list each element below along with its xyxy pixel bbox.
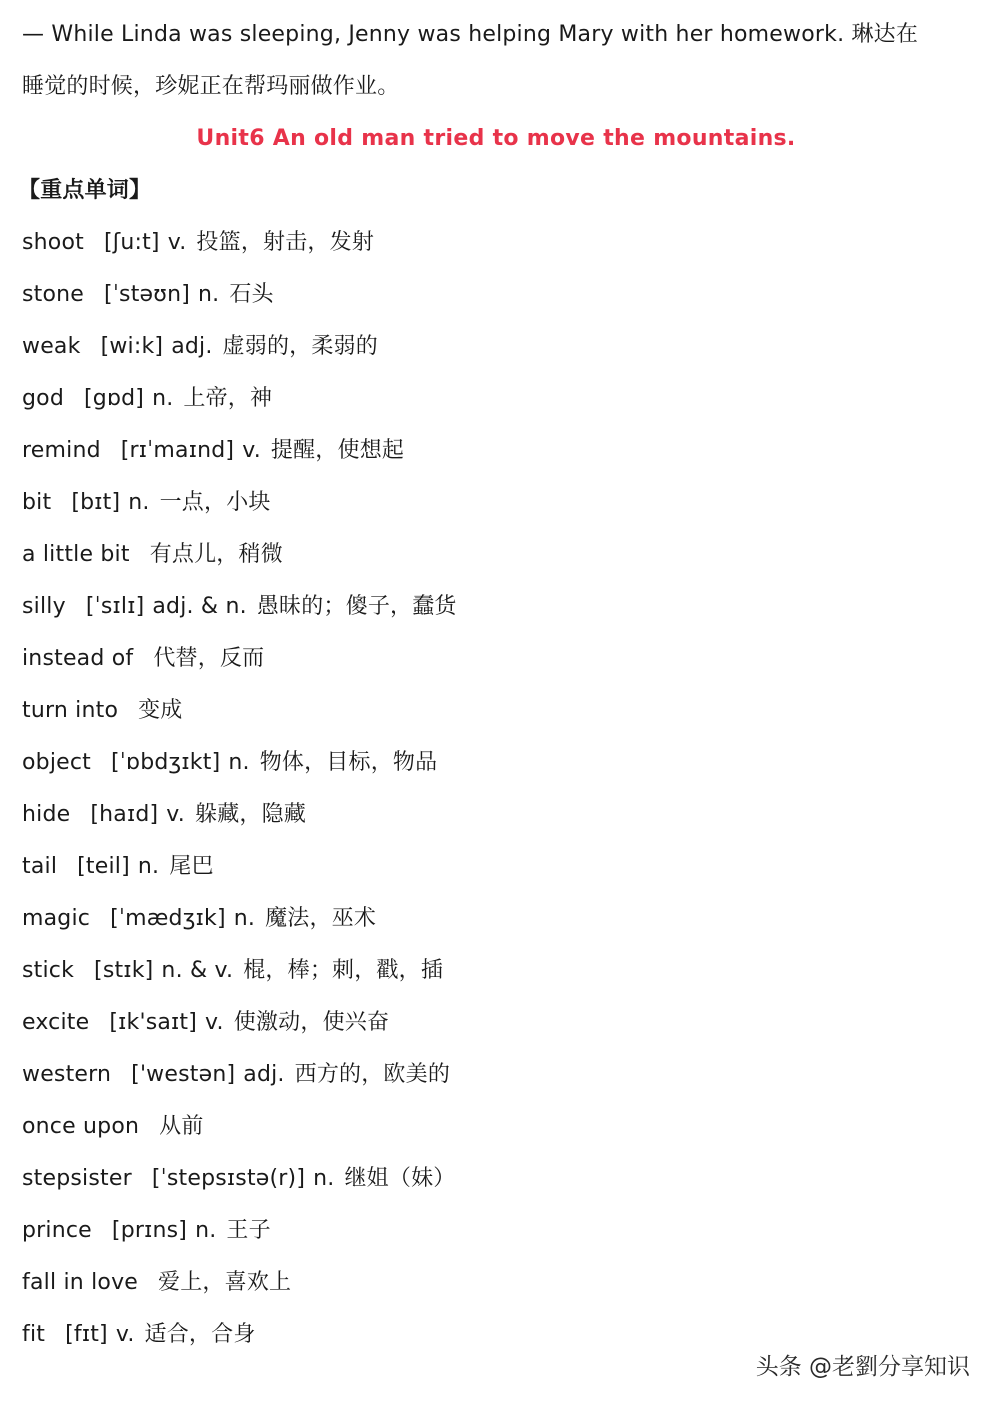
intro-sentence-line-2: 睡觉的时候，珍妮正在帮玛丽做作业。 — [22, 74, 400, 99]
vocab-term: magic — [22, 906, 91, 931]
vocab-term: prince — [22, 1218, 92, 1243]
vocab-item — [22, 1320, 457, 1372]
vocab-meaning: 躲藏，隐藏 — [195, 802, 307, 827]
vocab-phonetic: [prɪns] — [111, 1218, 188, 1243]
vocab-term: tail — [22, 854, 58, 879]
vocab-meaning: 一点，小块 — [159, 490, 271, 515]
vocab-term: hide — [22, 802, 71, 827]
vocab-phonetic: [ˈstepsɪstə(r)] — [151, 1166, 306, 1191]
vocab-part-of-speech: adj. & n. — [152, 594, 247, 619]
vocab-item — [22, 592, 457, 644]
vocab-meaning: 棍，棒；刺，戳，插 — [243, 958, 444, 983]
vocab-meaning: 魔法，巫术 — [265, 906, 377, 931]
vocab-term: silly — [22, 594, 66, 619]
vocab-phonetic: [fɪt] — [65, 1322, 108, 1347]
vocab-meaning: 适合，合身 — [144, 1322, 256, 1347]
vocab-phonetic: [haɪd] — [90, 802, 159, 827]
vocab-term: stepsister — [22, 1166, 132, 1191]
vocab-meaning: 从前 — [159, 1114, 204, 1139]
vocab-term: once upon — [22, 1114, 140, 1139]
vocab-item — [22, 904, 457, 956]
vocab-part-of-speech: n. — [233, 906, 256, 931]
vocab-term: stone — [22, 282, 85, 307]
vocab-meaning: 代替，反而 — [153, 646, 265, 671]
vocab-phonetic: [ˈsɪlɪ] — [85, 594, 145, 619]
vocab-phonetic: ['westən] — [131, 1062, 236, 1087]
vocab-meaning: 有点儿，稍微 — [149, 542, 283, 567]
vocab-item — [22, 800, 457, 852]
vocab-item — [22, 1216, 457, 1268]
vocab-item — [22, 1008, 457, 1060]
vocab-part-of-speech: n. — [313, 1166, 335, 1191]
vocab-meaning: 物体，目标，物品 — [259, 750, 438, 775]
vocab-part-of-speech: n. — [228, 750, 250, 775]
vocab-item — [22, 1060, 457, 1112]
vocab-phonetic: [ˈstəʊn] — [104, 282, 191, 307]
unit-title: Unit6 An old man tried to move the mountains. — [196, 126, 796, 151]
vocab-term: remind — [22, 438, 101, 463]
vocab-meaning: 投篮，射击，发射 — [196, 230, 375, 255]
vocab-meaning: 使激动，使兴奋 — [233, 1010, 390, 1035]
vocab-meaning: 虚弱的，柔弱的 — [222, 334, 378, 359]
vocab-meaning: 石头 — [229, 282, 274, 307]
vocab-term: stick — [22, 958, 75, 983]
vocab-item — [22, 956, 457, 1008]
vocab-item — [22, 332, 457, 384]
vocab-phonetic: [rɪˈmaɪnd] — [120, 438, 235, 463]
vocab-term: western — [22, 1062, 112, 1087]
vocab-item — [22, 228, 457, 280]
vocab-phonetic: [ʃu:t] — [103, 230, 160, 255]
vocab-item — [22, 852, 457, 904]
vocab-phonetic: [ˈmædʒɪk] — [110, 906, 226, 931]
vocab-part-of-speech: n. — [128, 490, 150, 515]
vocab-term: turn into — [22, 698, 119, 723]
vocab-meaning: 爱上，喜欢上 — [158, 1270, 292, 1295]
vocab-meaning: 愚昧的；傻子，蠢货 — [256, 594, 457, 619]
vocab-term: a little bit — [22, 542, 130, 567]
vocab-term: shoot — [22, 230, 84, 255]
vocab-meaning: 尾巴 — [169, 854, 214, 879]
watermark: 头条 @老劉分享知识 — [755, 1354, 970, 1380]
intro-sentence-line-1: — While Linda was sleeping, Jenny was helping Mary with her homework. 琳达在 — [22, 22, 919, 47]
vocab-part-of-speech: adj. — [171, 334, 213, 359]
vocab-part-of-speech: v. — [115, 1322, 135, 1347]
vocab-meaning: 上帝，神 — [183, 386, 273, 411]
vocab-part-of-speech: v. — [167, 230, 187, 255]
vocab-term: object — [22, 750, 91, 775]
vocab-meaning: 西方的，欧美的 — [294, 1062, 451, 1087]
vocab-item — [22, 644, 457, 696]
vocab-meaning: 王子 — [226, 1218, 271, 1243]
vocab-item — [22, 1112, 457, 1164]
vocab-part-of-speech: n. — [195, 1218, 217, 1243]
vocab-term: bit — [22, 490, 52, 515]
vocab-phonetic: [bɪt] — [71, 490, 121, 515]
vocab-item — [22, 280, 457, 332]
vocab-term: god — [22, 386, 64, 411]
vocab-meaning: 变成 — [138, 698, 183, 723]
vocab-item — [22, 540, 457, 592]
vocab-item — [22, 384, 457, 436]
vocab-part-of-speech: v. — [242, 438, 261, 463]
vocab-term: instead of — [22, 646, 134, 671]
vocab-item — [22, 436, 457, 488]
vocab-item — [22, 488, 457, 540]
vocab-term: excite — [22, 1010, 90, 1035]
vocab-part-of-speech: v. — [205, 1010, 224, 1035]
vocab-part-of-speech: v. — [166, 802, 186, 827]
vocab-item — [22, 696, 457, 748]
vocab-item — [22, 1164, 457, 1216]
vocab-part-of-speech: adj. — [243, 1062, 285, 1087]
vocab-phonetic: [stɪk] — [94, 958, 154, 983]
vocab-part-of-speech: n. — [198, 282, 220, 307]
vocab-term: fall in love — [22, 1270, 139, 1295]
vocab-phonetic: [teil] — [77, 854, 130, 879]
vocab-item — [22, 1268, 457, 1320]
vocab-phonetic: [gɒd] — [84, 386, 145, 411]
vocabulary-list — [22, 228, 457, 1372]
vocab-meaning: 继姐（妹） — [344, 1166, 456, 1191]
vocab-phonetic: [ɪk'saɪt] — [109, 1010, 198, 1035]
section-heading: 【重点单词】 — [18, 178, 152, 203]
vocab-part-of-speech: n. — [137, 854, 160, 879]
vocab-item — [22, 748, 457, 800]
vocab-term: weak — [22, 334, 81, 359]
vocab-phonetic: [wi:k] — [100, 334, 164, 359]
vocab-phonetic: [ˈɒbdʒɪkt] — [111, 750, 221, 775]
vocab-part-of-speech: n. & v. — [161, 958, 234, 983]
vocab-meaning: 提醒，使想起 — [270, 438, 405, 463]
vocab-term: fit — [22, 1322, 46, 1347]
vocab-part-of-speech: n. — [152, 386, 174, 411]
